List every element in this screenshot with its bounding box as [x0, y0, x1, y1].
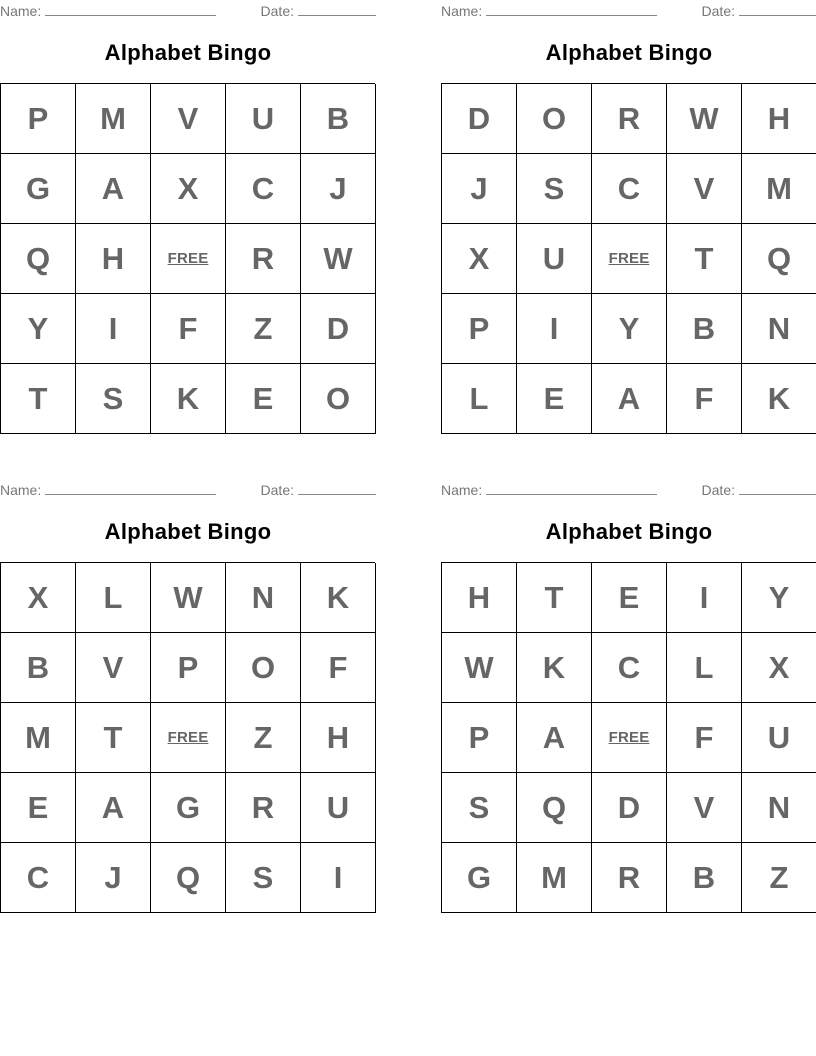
letter-cell: B: [667, 843, 742, 913]
letter-cell: J: [442, 154, 517, 224]
letter-cell: T: [76, 703, 151, 773]
bingo-card: [0, 479, 376, 913]
letter-cell: N: [742, 773, 816, 843]
card-title: Alphabet Bingo: [545, 519, 713, 544]
bingo-card: [0, 0, 376, 434]
letter-cell: T: [517, 563, 592, 633]
bingo-grid: [441, 562, 816, 913]
free-space-cell: FREE: [592, 224, 667, 294]
letter-cell: Y: [592, 294, 667, 364]
letter-cell: C: [592, 633, 667, 703]
letter-cell: K: [151, 364, 226, 434]
letter-cell: G: [1, 154, 76, 224]
letter-cell: U: [742, 703, 816, 773]
letter-cell: H: [442, 563, 517, 633]
name-date-line: [441, 0, 816, 22]
letter-cell: X: [742, 633, 816, 703]
letter-cell: W: [442, 633, 517, 703]
letter-cell: U: [226, 84, 301, 154]
letter-cell: L: [667, 633, 742, 703]
date-field: [261, 481, 376, 498]
letter-cell: X: [442, 224, 517, 294]
date-field: [261, 2, 376, 19]
date-label: Date:: [260, 482, 294, 498]
name-field: [441, 481, 657, 498]
letter-cell: L: [76, 563, 151, 633]
letter-cell: P: [1, 84, 76, 154]
letter-cell: M: [1, 703, 76, 773]
letter-cell: O: [517, 84, 592, 154]
letter-cell: Q: [742, 224, 816, 294]
letter-cell: Z: [226, 294, 301, 364]
letter-cell: A: [592, 364, 667, 434]
letter-cell: M: [517, 843, 592, 913]
letter-cell: T: [1, 364, 76, 434]
letter-cell: X: [151, 154, 226, 224]
letter-cell: W: [301, 224, 376, 294]
letter-cell: H: [301, 703, 376, 773]
letter-cell: B: [301, 84, 376, 154]
letter-cell: S: [442, 773, 517, 843]
bingo-grid: [441, 83, 816, 434]
bingo-card: [441, 0, 816, 434]
letter-cell: B: [667, 294, 742, 364]
letter-cell: G: [442, 843, 517, 913]
name-label: Name:: [0, 482, 42, 498]
letter-cell: Z: [226, 703, 301, 773]
bingo-card: [441, 479, 816, 913]
letter-cell: I: [76, 294, 151, 364]
letter-cell: G: [151, 773, 226, 843]
free-space-cell: FREE: [151, 703, 226, 773]
name-date-line: [0, 479, 376, 501]
letter-cell: D: [301, 294, 376, 364]
letter-cell: K: [742, 364, 816, 434]
date-blank-line: [298, 481, 376, 495]
card-title: Alphabet Bingo: [104, 40, 272, 65]
letter-cell: U: [301, 773, 376, 843]
letter-cell: B: [1, 633, 76, 703]
letter-cell: X: [1, 563, 76, 633]
letter-cell: E: [226, 364, 301, 434]
name-field: [0, 2, 216, 19]
letter-cell: C: [1, 843, 76, 913]
letter-cell: D: [442, 84, 517, 154]
letter-cell: U: [517, 224, 592, 294]
letter-cell: F: [301, 633, 376, 703]
letter-cell: A: [76, 773, 151, 843]
letter-cell: M: [742, 154, 816, 224]
letter-cell: E: [1, 773, 76, 843]
letter-cell: Z: [742, 843, 816, 913]
name-blank-line: [45, 2, 216, 16]
name-label: Name:: [441, 482, 483, 498]
letter-cell: E: [592, 563, 667, 633]
free-space-cell: FREE: [151, 224, 226, 294]
card-title: Alphabet Bingo: [104, 519, 272, 544]
letter-cell: K: [517, 633, 592, 703]
date-blank-line: [739, 2, 816, 16]
letter-cell: N: [226, 563, 301, 633]
letter-cell: P: [442, 703, 517, 773]
letter-cell: Q: [151, 843, 226, 913]
letter-cell: P: [151, 633, 226, 703]
name-date-line: [441, 479, 816, 501]
name-label: Name:: [0, 3, 42, 19]
letter-cell: E: [517, 364, 592, 434]
date-blank-line: [739, 481, 816, 495]
letter-cell: K: [301, 563, 376, 633]
letter-cell: R: [226, 773, 301, 843]
letter-cell: A: [76, 154, 151, 224]
date-label: Date:: [701, 482, 735, 498]
letter-cell: Q: [517, 773, 592, 843]
date-field: [702, 481, 816, 498]
letter-cell: S: [76, 364, 151, 434]
letter-cell: V: [667, 154, 742, 224]
letter-cell: V: [151, 84, 226, 154]
letter-cell: P: [442, 294, 517, 364]
bingo-grid: [0, 83, 375, 434]
name-blank-line: [45, 481, 216, 495]
name-field: [441, 2, 657, 19]
letter-cell: C: [226, 154, 301, 224]
letter-cell: V: [667, 773, 742, 843]
letter-cell: R: [226, 224, 301, 294]
name-field: [0, 481, 216, 498]
letter-cell: I: [517, 294, 592, 364]
date-blank-line: [298, 2, 376, 16]
letter-cell: H: [76, 224, 151, 294]
letter-cell: F: [667, 364, 742, 434]
free-space-cell: FREE: [592, 703, 667, 773]
letter-cell: J: [76, 843, 151, 913]
letter-cell: W: [151, 563, 226, 633]
name-blank-line: [486, 2, 657, 16]
letter-cell: H: [742, 84, 816, 154]
letter-cell: C: [592, 154, 667, 224]
letter-cell: J: [301, 154, 376, 224]
date-label: Date:: [260, 3, 294, 19]
letter-cell: Y: [742, 563, 816, 633]
bingo-grid: [0, 562, 375, 913]
letter-cell: N: [742, 294, 816, 364]
letter-cell: S: [226, 843, 301, 913]
letter-cell: A: [517, 703, 592, 773]
letter-cell: S: [517, 154, 592, 224]
name-label: Name:: [441, 3, 483, 19]
letter-cell: F: [667, 703, 742, 773]
letter-cell: M: [76, 84, 151, 154]
date-label: Date:: [701, 3, 735, 19]
letter-cell: O: [301, 364, 376, 434]
letter-cell: Q: [1, 224, 76, 294]
name-date-line: [0, 0, 376, 22]
letter-cell: L: [442, 364, 517, 434]
letter-cell: I: [301, 843, 376, 913]
name-blank-line: [486, 481, 657, 495]
letter-cell: Y: [1, 294, 76, 364]
letter-cell: I: [667, 563, 742, 633]
letter-cell: F: [151, 294, 226, 364]
card-title: Alphabet Bingo: [545, 40, 713, 65]
letter-cell: W: [667, 84, 742, 154]
date-field: [702, 2, 816, 19]
letter-cell: V: [76, 633, 151, 703]
letter-cell: R: [592, 843, 667, 913]
letter-cell: T: [667, 224, 742, 294]
letter-cell: R: [592, 84, 667, 154]
letter-cell: O: [226, 633, 301, 703]
letter-cell: D: [592, 773, 667, 843]
